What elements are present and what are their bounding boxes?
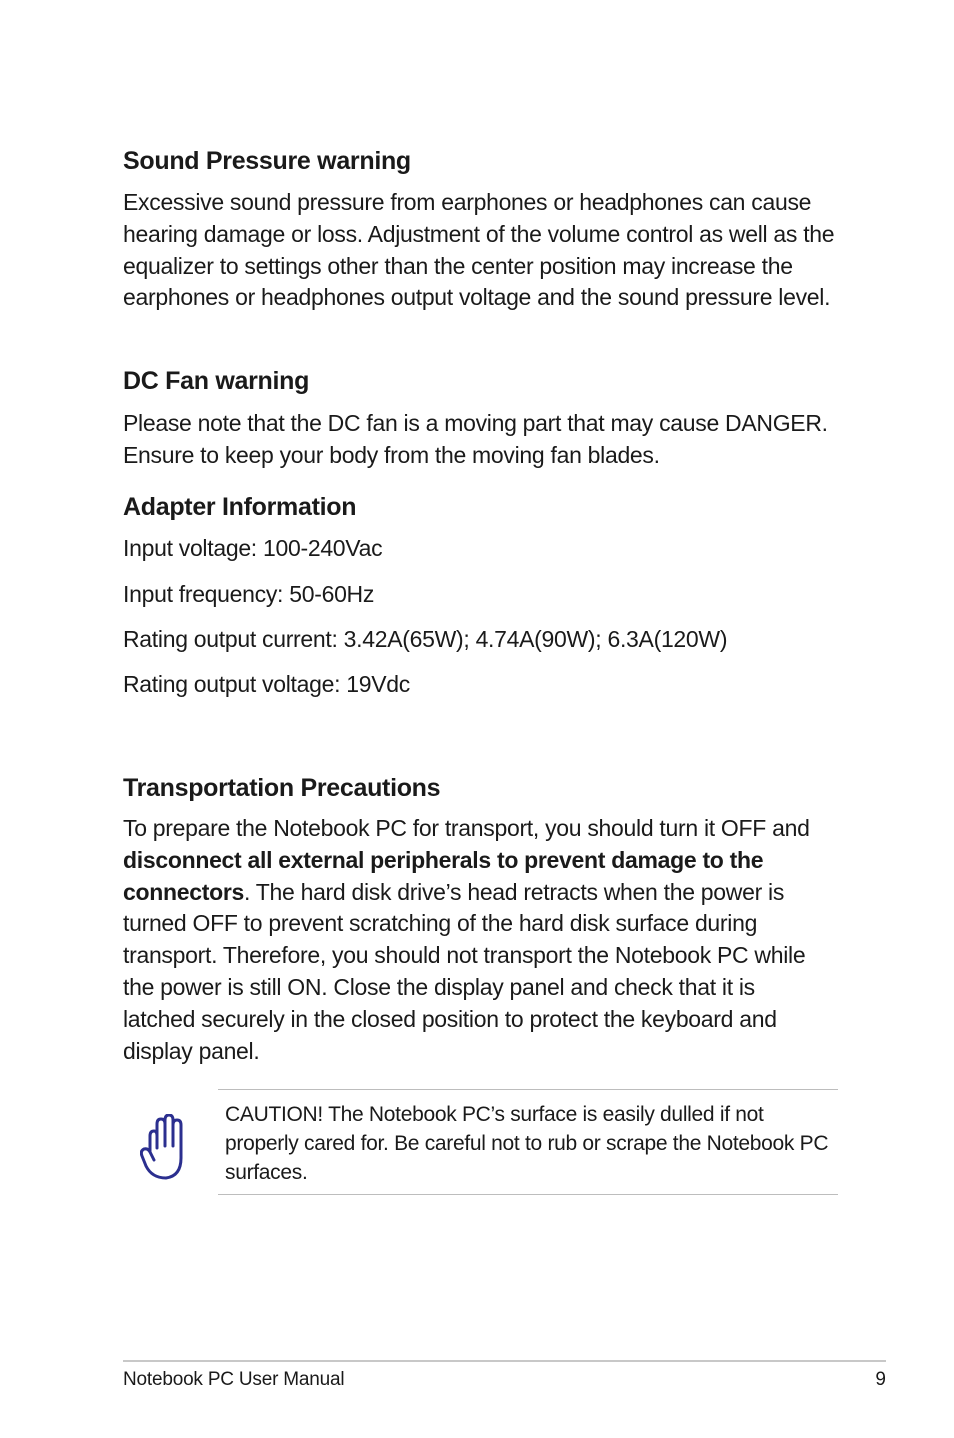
dc-fan-heading: DC Fan warning [123,367,310,395]
adapter-input-frequency: Input frequency: 50-60Hz [123,581,375,607]
adapter-output-current: Rating output current: 3.42A(65W); 4.74A(90W); 6.3A(120W) [123,626,728,652]
adapter-input-voltage: Input voltage: 100-240Vac [123,535,383,561]
transport-rest: . The hard disk drive’s head retracts when the power is turned OFF to prevent scratching of the hard disk surface during transport. Therefore, you should not transport the Notebook PC while the power is still ON. Close the display panel and check that it is latched securely in the closed position to protect the keyboard and display panel. [123,878,806,1064]
transport-intro: To prepare the Notebook PC for transport, you should turn it OFF and [123,815,810,841]
hand-caution-icon [140,1114,188,1180]
adapter-output-voltage: Rating output voltage: 19Vdc [123,671,410,697]
caution-text: CAUTION! The Notebook PC’s surface is easily dulled if not properly cared for. Be careful not to rub or scrape the Notebook PC surfaces. [225,1103,829,1184]
transport-bold-warning: disconnect all external peripherals to prevent damage to the connectors [123,846,764,905]
adapter-heading: Adapter Information [123,493,357,521]
dc-fan-body: Please note that the DC fan is a moving part that may cause DANGER. Ensure to keep your body from the moving fan blades. [123,410,828,468]
sound-pressure-body: Excessive sound pressure from earphones or headphones can cause hearing damage or loss. Adjustment of the volume control as well as the equalizer to settings other than the center position may increase the earphones or headphones output voltage and the sound pressure level. [123,189,835,311]
transport-body [123,813,833,1067]
footer-rule [123,1360,886,1362]
sound-pressure-heading: Sound Pressure warning [123,147,411,175]
footer-manual-title: Notebook PC User Manual [123,1369,345,1390]
page-number: 9 [875,1369,886,1390]
transport-heading: Transportation Precautions [123,774,441,802]
